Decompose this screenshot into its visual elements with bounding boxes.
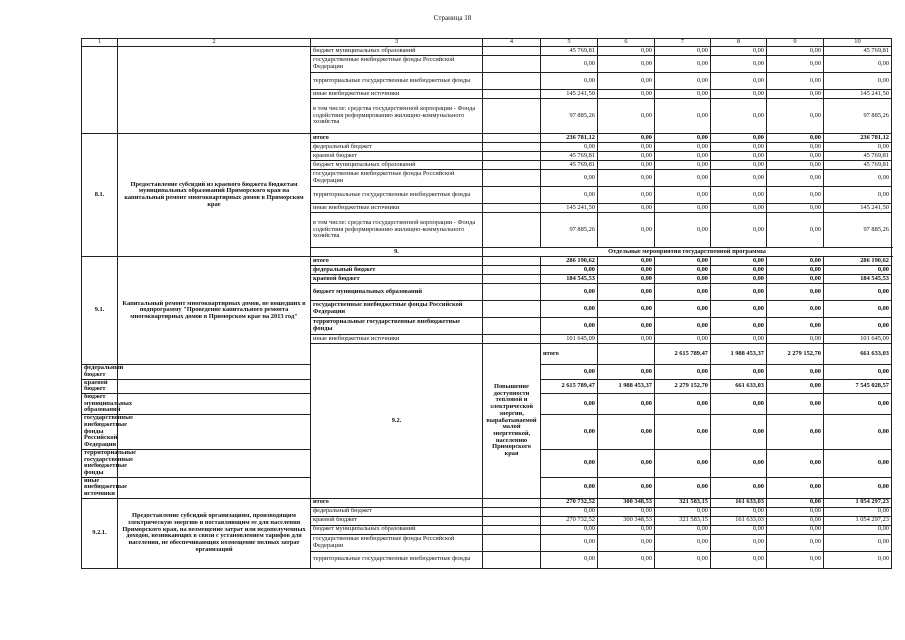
- amount-cell: 0,00: [541, 507, 598, 516]
- amount-cell: 0,00: [655, 477, 711, 498]
- amount-cell: 0,00: [655, 257, 711, 266]
- empty-cell: [483, 73, 541, 90]
- empty-cell: [483, 143, 541, 152]
- amount-cell: 0,00: [711, 143, 767, 152]
- funding-source: бюджет муниципальных образований: [82, 394, 118, 415]
- amount-cell: 0,00: [541, 284, 598, 301]
- amount-cell: 0,00: [598, 284, 655, 301]
- empty-cell: [483, 161, 541, 170]
- amount-cell: 2 279 152,70: [655, 379, 711, 393]
- empty-cell: [118, 415, 311, 450]
- amount-cell: 0,00: [655, 275, 711, 284]
- amount-cell: 0,00: [598, 275, 655, 284]
- amount-cell: 0,00: [655, 143, 711, 152]
- funding-source: государственные внебюджетные фонды Российской Федерации: [311, 534, 483, 551]
- amount-cell: 184 545,53: [824, 275, 892, 284]
- amount-cell: 0,00: [598, 335, 655, 344]
- amount-cell: 0,00: [598, 266, 655, 275]
- amount-cell: 0,00: [541, 477, 598, 498]
- amount-cell: 0,00: [655, 415, 711, 450]
- amount-cell: 45 769,81: [824, 161, 892, 170]
- empty-cell: [483, 56, 541, 73]
- amount-cell: 0,00: [711, 394, 767, 415]
- funding-source: бюджет муниципальных образований: [311, 161, 483, 170]
- empty-cell: [118, 394, 311, 415]
- amount-cell: 0,00: [767, 213, 824, 248]
- amount-cell: 0,00: [767, 170, 824, 187]
- funding-source: территориальные государственные внебюджетные фонды: [82, 449, 118, 477]
- amount-cell: 270 732,52: [541, 498, 598, 507]
- amount-cell: 0,00: [711, 134, 767, 143]
- amount-cell: 0,00: [598, 73, 655, 90]
- amount-cell: 0,00: [711, 507, 767, 516]
- amount-cell: 0,00: [598, 507, 655, 516]
- amount-cell: 0,00: [541, 365, 598, 379]
- table-row: [82, 134, 892, 143]
- amount-cell: 0,00: [767, 143, 824, 152]
- amount-cell: 1 988 453,37: [711, 344, 767, 365]
- funding-source: бюджет муниципальных образований: [311, 47, 483, 56]
- funding-source: государственные внебюджетные фонды Российской Федерации: [311, 301, 483, 318]
- amount-cell: 0,00: [711, 365, 767, 379]
- amount-cell: 0,00: [767, 187, 824, 204]
- funding-source: территориальные государственные внебюджетные фонды: [311, 318, 483, 335]
- amount-cell: 0,00: [598, 161, 655, 170]
- column-header: 9: [767, 39, 824, 47]
- funding-source: федеральный бюджет: [311, 266, 483, 275]
- amount-cell: 0,00: [598, 301, 655, 318]
- amount-cell: 97 885,26: [541, 99, 598, 134]
- amount-cell: 300 348,53: [598, 516, 655, 525]
- amount-cell: 0,00: [711, 525, 767, 534]
- empty-cell: [483, 213, 541, 248]
- amount-cell: 0,00: [598, 365, 655, 379]
- empty-cell: [118, 379, 311, 393]
- amount-cell: 0,00: [767, 301, 824, 318]
- amount-cell: 0,00: [711, 257, 767, 266]
- amount-cell: 0,00: [767, 365, 824, 379]
- amount-cell: 184 545,53: [541, 275, 598, 284]
- amount-cell: 0,00: [824, 394, 892, 415]
- amount-cell: 0,00: [767, 534, 824, 551]
- item-description: Повышение доступности тепловой и электрической энергии, вырабатываемой малой энергетикой, населению Приморского края: [483, 344, 541, 499]
- amount-cell: 0,00: [598, 170, 655, 187]
- amount-cell: 0,00: [655, 551, 711, 568]
- amount-cell: 0,00: [711, 152, 767, 161]
- amount-cell: 0,00: [824, 525, 892, 534]
- funding-source: территориальные государственные внебюджетные фонды: [311, 73, 483, 90]
- amount-cell: 0,00: [655, 56, 711, 73]
- amount-cell: 236 781,12: [824, 134, 892, 143]
- amount-cell: 286 190,62: [824, 257, 892, 266]
- amount-cell: 0,00: [767, 257, 824, 266]
- amount-cell: 0,00: [824, 73, 892, 90]
- amount-cell: 145 241,50: [541, 90, 598, 99]
- amount-cell: 0,00: [655, 301, 711, 318]
- funding-source: территориальные государственные внебюджетные фонды: [311, 551, 483, 568]
- column-header: 7: [655, 39, 711, 47]
- empty-cell: [483, 525, 541, 534]
- empty-cell: [483, 187, 541, 204]
- amount-cell: 0,00: [767, 275, 824, 284]
- amount-cell: 0,00: [767, 507, 824, 516]
- amount-cell: 45 769,81: [541, 152, 598, 161]
- amount-cell: 0,00: [711, 449, 767, 477]
- amount-cell: 97 885,26: [541, 213, 598, 248]
- item-code: 8.1.: [82, 134, 118, 257]
- empty-cell: [483, 266, 541, 275]
- item-description: Предоставление субсидий из краевого бюджета бюджетам муниципальных образований Приморского края на капитальный ремонт многоквартирных домов в Приморском крае: [118, 134, 311, 257]
- column-header: 3: [311, 39, 483, 47]
- amount-cell: 0,00: [824, 266, 892, 275]
- page-header: Страница 18: [433, 14, 472, 22]
- funding-source: государственные внебюджетные фонды Российской Федерации: [311, 56, 483, 73]
- amount-cell: 0,00: [711, 301, 767, 318]
- amount-cell: 0,00: [655, 507, 711, 516]
- empty-cell: [483, 257, 541, 266]
- amount-cell: 0,00: [711, 318, 767, 335]
- amount-cell: 2 615 789,47: [541, 379, 598, 393]
- section-title: Отдельные мероприятия государственной программы: [483, 248, 892, 257]
- amount-cell: 45 769,81: [824, 47, 892, 56]
- amount-cell: 101 645,09: [541, 335, 598, 344]
- amount-cell: 0,00: [767, 152, 824, 161]
- amount-cell: 0,00: [655, 335, 711, 344]
- item-description: Предоставление субсидий организациям, производящим электрическую энергию и поставляющим ее для населения Приморского края, на возмещение затрат или недополученных доходов, возникающих в связи с установлением тарифов для населения, не обеспечивающих возмещение полных затрат организаций: [118, 498, 311, 568]
- empty-cell: [483, 99, 541, 134]
- amount-cell: 0,00: [711, 204, 767, 213]
- amount-cell: 145 241,50: [824, 90, 892, 99]
- amount-cell: 0,00: [598, 187, 655, 204]
- amount-cell: 0,00: [711, 90, 767, 99]
- empty-cell: [483, 318, 541, 335]
- amount-cell: 97 885,26: [824, 213, 892, 248]
- amount-cell: 0,00: [767, 284, 824, 301]
- amount-cell: 0,00: [598, 56, 655, 73]
- empty-cell: [118, 365, 311, 379]
- amount-cell: 0,00: [767, 134, 824, 143]
- empty-cell: [483, 507, 541, 516]
- amount-cell: 0,00: [598, 134, 655, 143]
- amount-cell: 0,00: [541, 266, 598, 275]
- amount-cell: 0,00: [655, 170, 711, 187]
- amount-cell: 0,00: [655, 161, 711, 170]
- amount-cell: 97 885,26: [824, 99, 892, 134]
- column-header: 1: [82, 39, 118, 47]
- amount-cell: 0,00: [598, 477, 655, 498]
- amount-cell: 1 054 297,23: [824, 498, 892, 507]
- amount-cell: 0,00: [598, 99, 655, 134]
- amount-cell: 661 633,03: [711, 379, 767, 393]
- funding-source: итого: [311, 498, 483, 507]
- amount-cell: 0,00: [598, 551, 655, 568]
- amount-cell: 321 583,15: [655, 516, 711, 525]
- empty-cell: [483, 516, 541, 525]
- funding-source: краевой бюджет: [311, 516, 483, 525]
- amount-cell: 0,00: [655, 449, 711, 477]
- amount-cell: 0,00: [767, 449, 824, 477]
- amount-cell: 0,00: [824, 56, 892, 73]
- funding-source: краевой бюджет: [311, 152, 483, 161]
- amount-cell: 0,00: [711, 534, 767, 551]
- empty-cell: [483, 152, 541, 161]
- empty-cell: [483, 275, 541, 284]
- amount-cell: 321 583,15: [655, 498, 711, 507]
- amount-cell: 0,00: [767, 204, 824, 213]
- amount-cell: 0,00: [711, 161, 767, 170]
- funding-source: федеральный бюджет: [82, 365, 118, 379]
- amount-cell: 0,00: [655, 73, 711, 90]
- amount-cell: 0,00: [824, 551, 892, 568]
- amount-cell: 0,00: [598, 415, 655, 450]
- table-row: [82, 47, 892, 56]
- amount-cell: 0,00: [824, 301, 892, 318]
- funding-source: краевой бюджет: [311, 275, 483, 284]
- amount-cell: 0,00: [711, 266, 767, 275]
- funding-source: иные внебюджетные источники: [82, 477, 118, 498]
- amount-cell: 0,00: [655, 213, 711, 248]
- amount-cell: 0,00: [655, 525, 711, 534]
- amount-cell: 0,00: [598, 213, 655, 248]
- amount-cell: 0,00: [655, 90, 711, 99]
- amount-cell: 2 615 789,47: [655, 344, 711, 365]
- amount-cell: 0,00: [711, 99, 767, 134]
- empty-cell: [483, 90, 541, 99]
- amount-cell: 0,00: [767, 498, 824, 507]
- amount-cell: 145 241,50: [824, 204, 892, 213]
- funding-source: государственные внебюджетные фонды Российской Федерации: [311, 170, 483, 187]
- amount-cell: 300 348,53: [598, 498, 655, 507]
- amount-cell: 0,00: [655, 152, 711, 161]
- amount-cell: 0,00: [655, 47, 711, 56]
- amount-cell: 0,00: [767, 318, 824, 335]
- section-code: 9.: [311, 248, 483, 257]
- empty-cell: [483, 134, 541, 143]
- funding-source: краевой бюджет: [82, 379, 118, 393]
- amount-cell: 2 279 152,70: [767, 344, 824, 365]
- amount-cell: 0,00: [655, 365, 711, 379]
- amount-cell: 661 633,03: [824, 344, 892, 365]
- amount-cell: 0,00: [711, 551, 767, 568]
- amount-cell: 0,00: [824, 449, 892, 477]
- amount-cell: 0,00: [655, 534, 711, 551]
- funding-source: бюджет муниципальных образований: [311, 284, 483, 301]
- amount-cell: 0,00: [824, 534, 892, 551]
- amount-cell: 7 545 028,57: [824, 379, 892, 393]
- amount-cell: 1 054 297,23: [824, 516, 892, 525]
- funding-source: бюджет муниципальных образований: [311, 525, 483, 534]
- amount-cell: 286 190,62: [541, 257, 598, 266]
- empty-cell: [483, 335, 541, 344]
- column-header: 8: [711, 39, 767, 47]
- funding-source: федеральный бюджет: [311, 507, 483, 516]
- amount-cell: 0,00: [767, 477, 824, 498]
- funding-source: итого: [541, 344, 598, 365]
- table-row: [82, 498, 892, 507]
- funding-source: иные внебюджетные источники: [311, 335, 483, 344]
- amount-cell: 0,00: [711, 56, 767, 73]
- amount-cell: 0,00: [598, 143, 655, 152]
- amount-cell: 0,00: [711, 415, 767, 450]
- amount-cell: 1 988 453,37: [598, 379, 655, 393]
- amount-cell: 0,00: [711, 47, 767, 56]
- budget-table: [81, 38, 892, 569]
- amount-cell: 0,00: [767, 525, 824, 534]
- amount-cell: 0,00: [824, 477, 892, 498]
- amount-cell: 0,00: [655, 318, 711, 335]
- amount-cell: 0,00: [541, 187, 598, 204]
- funding-source: в том числе: средства государственной корпорации - Фонда содействия реформированию жилищно-коммунального хозяйства: [311, 213, 483, 248]
- amount-cell: 0,00: [541, 534, 598, 551]
- amount-cell: 0,00: [598, 152, 655, 161]
- amount-cell: 0,00: [655, 187, 711, 204]
- amount-cell: 0,00: [598, 47, 655, 56]
- amount-cell: 0,00: [711, 73, 767, 90]
- amount-cell: 0,00: [711, 170, 767, 187]
- amount-cell: 0,00: [541, 143, 598, 152]
- amount-cell: 0,00: [711, 477, 767, 498]
- amount-cell: 0,00: [598, 318, 655, 335]
- code-cell-empty: [82, 47, 118, 134]
- funding-source: государственные внебюджетные фонды Российской Федерации: [82, 415, 118, 450]
- amount-cell: 0,00: [711, 213, 767, 248]
- amount-cell: 0,00: [655, 204, 711, 213]
- funding-source: территориальные государственные внебюджетные фонды: [311, 187, 483, 204]
- amount-cell: 0,00: [711, 335, 767, 344]
- amount-cell: 0,00: [711, 187, 767, 204]
- amount-cell: 0,00: [598, 204, 655, 213]
- empty-cell: [483, 284, 541, 301]
- amount-cell: 0,00: [824, 187, 892, 204]
- funding-source: иные внебюджетные источники: [311, 204, 483, 213]
- empty-cell: [483, 170, 541, 187]
- column-header: 5: [541, 39, 598, 47]
- empty-cell: [483, 47, 541, 56]
- amount-cell: 0,00: [824, 507, 892, 516]
- amount-cell: 0,00: [824, 318, 892, 335]
- amount-cell: 270 732,52: [541, 516, 598, 525]
- amount-cell: 0,00: [598, 394, 655, 415]
- amount-cell: 0,00: [767, 379, 824, 393]
- amount-cell: 0,00: [767, 516, 824, 525]
- amount-cell: 0,00: [541, 301, 598, 318]
- item-code: 9.2.1.: [82, 498, 118, 568]
- amount-cell: 0,00: [824, 143, 892, 152]
- amount-cell: 0,00: [824, 415, 892, 450]
- item-description: Капитальный ремонт многоквартирных домов, не вошедших в подпрограмму "Проведение капитального ремонта многоквартирных домов в Приморском крае на 2013 год": [118, 257, 311, 365]
- amount-cell: 0,00: [598, 534, 655, 551]
- amount-cell: 0,00: [767, 266, 824, 275]
- amount-cell: 0,00: [767, 47, 824, 56]
- amount-cell: 0,00: [655, 284, 711, 301]
- funding-source: в том числе: средства государственной корпорации - Фонда содействия реформированию жилищно-коммунального хозяйства: [311, 99, 483, 134]
- amount-cell: 0,00: [767, 394, 824, 415]
- column-header: 4: [483, 39, 541, 47]
- amount-cell: 0,00: [767, 161, 824, 170]
- funding-source: итого: [311, 257, 483, 266]
- amount-cell: 0,00: [824, 170, 892, 187]
- amount-cell: 0,00: [711, 275, 767, 284]
- amount-cell: 0,00: [655, 134, 711, 143]
- amount-cell: 0,00: [541, 170, 598, 187]
- amount-cell: 45 769,81: [541, 161, 598, 170]
- funding-source: итого: [311, 134, 483, 143]
- empty-cell: [598, 344, 655, 365]
- funding-source: федеральный бюджет: [311, 143, 483, 152]
- empty-cell: [118, 449, 311, 477]
- empty-cell: [118, 477, 311, 498]
- column-header: 2: [118, 39, 311, 47]
- column-header: 6: [598, 39, 655, 47]
- column-header-row: [82, 39, 892, 47]
- amount-cell: 0,00: [767, 551, 824, 568]
- amount-cell: 0,00: [541, 449, 598, 477]
- amount-cell: 0,00: [655, 99, 711, 134]
- amount-cell: 0,00: [767, 73, 824, 90]
- amount-cell: 0,00: [824, 365, 892, 379]
- amount-cell: 0,00: [541, 415, 598, 450]
- column-header: 10: [824, 39, 892, 47]
- amount-cell: 0,00: [541, 525, 598, 534]
- empty-cell: [483, 301, 541, 318]
- amount-cell: 0,00: [824, 284, 892, 301]
- amount-cell: 161 633,03: [711, 498, 767, 507]
- description-cell-empty: [118, 47, 311, 134]
- amount-cell: 145 241,50: [541, 204, 598, 213]
- amount-cell: 0,00: [598, 90, 655, 99]
- amount-cell: 0,00: [767, 99, 824, 134]
- item-code: 9.2.: [311, 344, 483, 499]
- amount-cell: 45 769,81: [824, 152, 892, 161]
- amount-cell: 0,00: [767, 335, 824, 344]
- empty-cell: [483, 534, 541, 551]
- amount-cell: 0,00: [655, 394, 711, 415]
- amount-cell: 0,00: [598, 257, 655, 266]
- empty-cell: [483, 551, 541, 568]
- amount-cell: 0,00: [767, 90, 824, 99]
- amount-cell: 0,00: [711, 284, 767, 301]
- amount-cell: 0,00: [541, 394, 598, 415]
- amount-cell: 161 633,03: [711, 516, 767, 525]
- amount-cell: 101 645,09: [824, 335, 892, 344]
- empty-cell: [483, 204, 541, 213]
- empty-cell: [483, 498, 541, 507]
- funding-source: иные внебюджетные источники: [311, 90, 483, 99]
- amount-cell: 0,00: [598, 525, 655, 534]
- amount-cell: 45 769,81: [541, 47, 598, 56]
- amount-cell: 0,00: [598, 449, 655, 477]
- amount-cell: 236 781,12: [541, 134, 598, 143]
- amount-cell: 0,00: [767, 56, 824, 73]
- table-row: [82, 257, 892, 266]
- amount-cell: 0,00: [655, 266, 711, 275]
- amount-cell: 0,00: [541, 551, 598, 568]
- amount-cell: 0,00: [541, 56, 598, 73]
- amount-cell: 0,00: [767, 415, 824, 450]
- item-code: 9.1.: [82, 257, 118, 365]
- amount-cell: 0,00: [541, 318, 598, 335]
- amount-cell: 0,00: [541, 73, 598, 90]
